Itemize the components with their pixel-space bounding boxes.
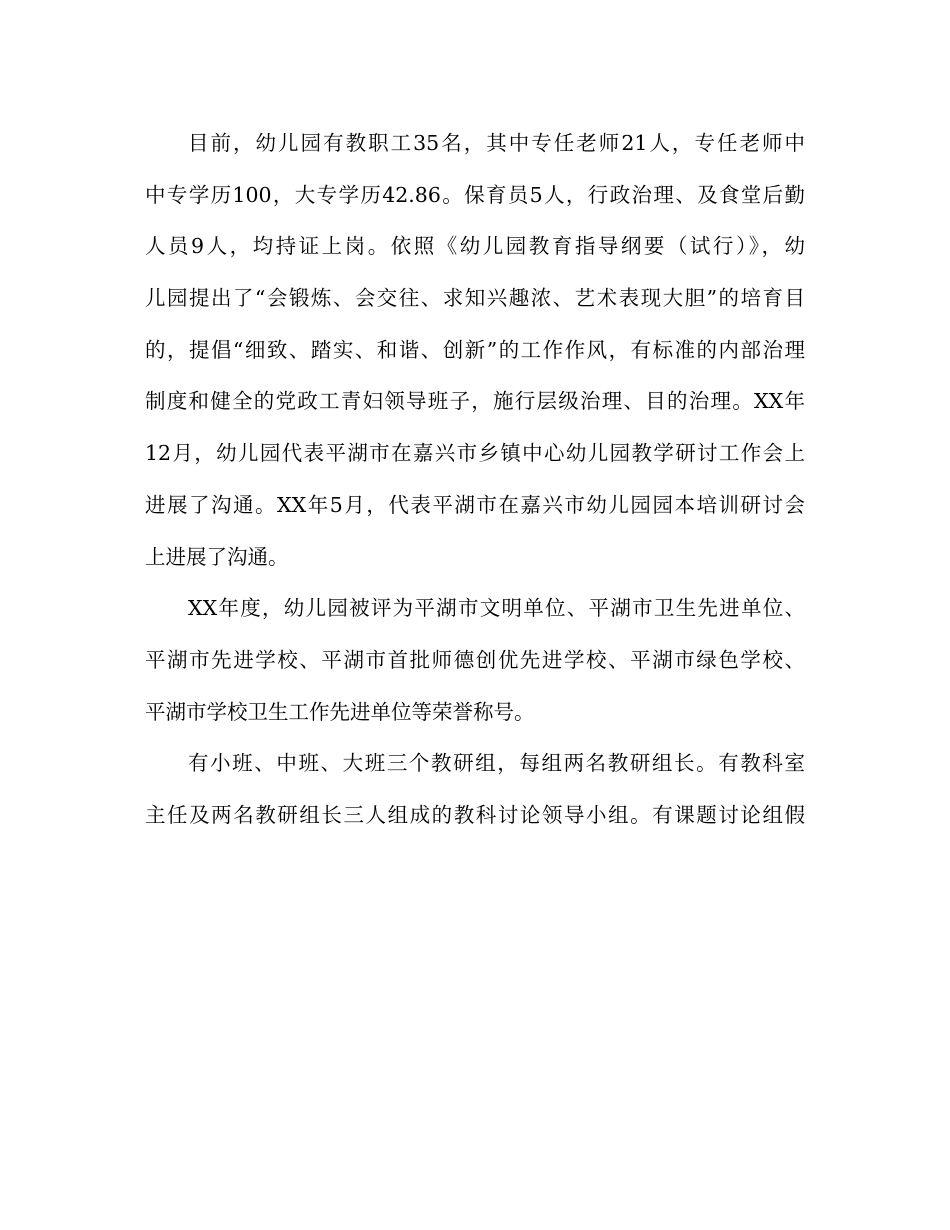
- text-line: XX年度，幼儿园被评为平湖市文明单位、平湖市卫生先进单位、: [188, 596, 805, 621]
- text-line: 人员9人，均持证上岗。依照《幼儿园教育指导纲要（试行）》，幼: [145, 234, 805, 259]
- text-line: 平湖市先进学校、平湖市首批师德创优先进学校、平湖市绿色学校、: [145, 647, 805, 672]
- paragraph-research-groups: [145, 738, 805, 841]
- document-body: [145, 118, 805, 842]
- paragraph-honors: [145, 583, 805, 738]
- text-line: 目前，幼儿园有教职工35名，其中专任老师21人，专任老师中: [188, 131, 805, 155]
- text-line: 中专学历100，大专学历42.86。保育员5人，行政治理、及食堂后勤: [145, 182, 805, 207]
- paragraph-staff: [145, 118, 805, 583]
- text-line: 12月，幼儿园代表平湖市在嘉兴市乡镇中心幼儿园教学研讨工作会上: [145, 441, 805, 466]
- text-line: 有小班、中班、大班三个教研组，每组两名教研组长。有教科室: [188, 751, 805, 776]
- text-line: 平湖市学校卫生工作先进单位等荣誉称号。: [145, 699, 535, 724]
- text-line: 的，提倡“细致、踏实、和谐、创新”的工作作风，有标准的内部治理: [145, 337, 805, 362]
- text-line: 制度和健全的党政工青妇领导班子，施行层级治理、目的治理。XX年: [145, 389, 805, 414]
- text-line: 儿园提出了“会锻炼、会交往、求知兴趣浓、艺术表现大胆”的培育目: [145, 286, 805, 311]
- text-line: 上进展了沟通。: [145, 544, 289, 569]
- text-line: 进展了沟通。XX年5月，代表平湖市在嘉兴市幼儿园园本培训研讨会: [145, 492, 805, 517]
- text-line: 主任及两名教研组长三人组成的教科讨论领导小组。有课题讨论组假: [145, 802, 805, 827]
